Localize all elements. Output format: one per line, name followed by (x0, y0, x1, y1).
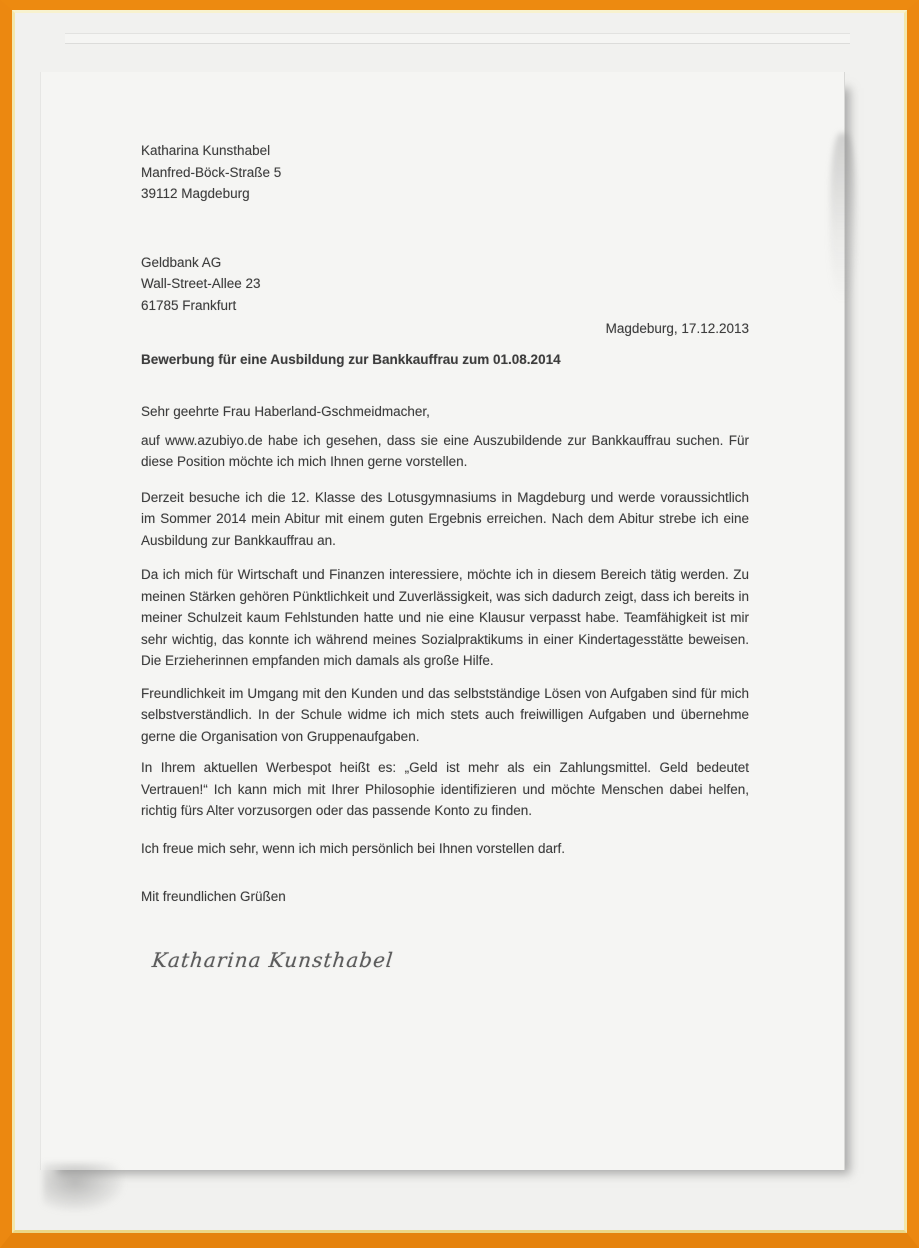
sender-name: Katharina Kunsthabel (141, 143, 271, 158)
paragraph-invitation: Ich freue mich sehr, wenn ich mich persönlich bei Ihnen vorstellen darf. (141, 840, 565, 856)
recipient-city: 61785 Frankfurt (141, 297, 237, 313)
sender-street: Manfred-Böck-Straße 5 (141, 164, 282, 180)
salutation: Sehr geehrte Frau Haberland-Gschmeidmacher, (141, 404, 430, 419)
closing-formula: Mit freundlichen Grüßen (141, 889, 286, 904)
paragraph-introduction: auf www.azubiyo.de habe ich gesehen, dass sie eine Auszubildende zur Bankkauffrau suchen. Für diese Position möchte ich mich Ihnen gerne vorstellen. (141, 432, 749, 469)
place-and-date: Magdeburg, 17.12.2013 (605, 321, 749, 336)
recipient-company: Geldbank AG (141, 254, 222, 270)
subject-line: Bewerbung für eine Ausbildung zur Bankkauffrau zum 01.08.2014 (141, 351, 561, 367)
paragraph-soft-skills: Freundlichkeit im Umgang mit den Kunden und das selbstständige Lösen von Aufgaben sind für mich selbstverständlich. In der Schule widme ich mich stets auch freiwilligen Aufgaben und übernehme gerne die Organisation von Gruppenaufgaben. (141, 685, 749, 744)
stacked-paper-edge (65, 33, 850, 44)
paragraph-strengths: Da ich mich für Wirtschaft und Finanzen interessiere, möchte ich in diesem Bereich tätig werden. Zu meinen Stärken gehören Pünktlichkeit und Zuverlässigkeit, was sich dadurch zeigt, dass ich bereits in meiner Schulzeit kaum Fehlstunden hatte und nie eine Klausur verpasst habe. Teamfähigkeit ist mir sehr wichtig, das konnte ich während meines Sozialpraktikums in einer Kindertagesstätte beweisen. Die Erzieherinnen empfanden mich damals als große Hilfe. (141, 567, 749, 668)
letter-page (40, 72, 845, 1170)
recipient-address-block (141, 252, 749, 317)
recipient-street: Wall-Street-Allee 23 (141, 276, 261, 291)
sender-city: 39112 Magdeburg (141, 186, 250, 201)
scan-artifact-bottom-left (43, 1163, 123, 1211)
letter-body (41, 72, 844, 971)
scan-background (12, 10, 907, 1233)
paragraph-company-reference: In Ihrem aktuellen Werbespot heißt es: „Geld ist mehr als ein Zahlungsmittel. Geld bedeutet Vertrauen!“ Ich kann mich mit Ihrer Philosophie identifizieren und möchte Menschen dabei helfen, richtig fürs Alter vorzusorgen oder das passende Konto zu finden. (141, 760, 749, 818)
handwritten-signature: Katharina Kunsthabel (150, 947, 395, 972)
sender-address-block (141, 140, 749, 205)
paragraph-education: Derzeit besuche ich die 12. Klasse des Lotusgymnasiums in Magdeburg und werde voraussichtlich im Sommer 2014 mein Abitur mit einem guten Ergebnis erreichen. Nach dem Abitur strebe ich eine Ausbildung zur Bankkauffrau an. (141, 489, 749, 548)
